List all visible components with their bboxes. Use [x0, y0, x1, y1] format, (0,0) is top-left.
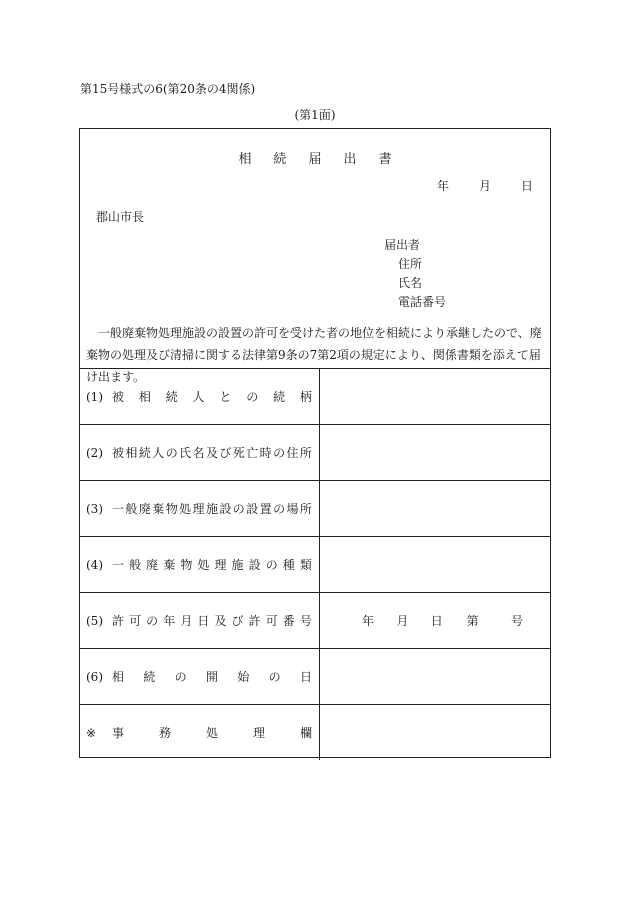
label-char: 柄: [299, 390, 312, 404]
label-char: 棄: [163, 558, 176, 572]
label-char: 人: [152, 446, 165, 460]
relationship-field[interactable]: [319, 369, 551, 424]
label-char: 番: [282, 614, 295, 628]
date-month: 月: [478, 179, 491, 193]
row-label: [112, 668, 312, 685]
label-char: 月: [180, 614, 193, 628]
label-char: 施: [205, 502, 218, 516]
row-label: [112, 724, 312, 741]
label-char: 続: [138, 446, 151, 460]
label-char: 日: [299, 670, 312, 684]
label-char: 人: [192, 390, 205, 404]
form-number: 第15号様式の6(第20条の4関係): [80, 82, 256, 96]
label-char: 設: [246, 502, 259, 516]
date-line: [437, 177, 533, 194]
label-char: 一: [112, 558, 125, 572]
label-char: の: [273, 446, 286, 460]
label-char: の: [273, 502, 286, 516]
label-char: 事: [112, 726, 125, 740]
label-char: 処: [197, 558, 210, 572]
label-char: 号: [299, 614, 312, 628]
label-char: 設: [248, 558, 261, 572]
notifier-name-label: 氏名: [398, 276, 423, 290]
label-char: 死: [232, 446, 245, 460]
body-paragraph: 一般廃棄物処理施設の設置の許可を受けた者の地位を相続により承継したので、廃棄物の処理及び清掃に関する法律第9条の7第2項の規定により、関係書類を添えて届け出ます。: [86, 326, 542, 384]
label-char: 理: [252, 726, 265, 740]
row-facility-type: [79, 536, 551, 592]
label-char: 一: [112, 502, 125, 516]
label-char: 許: [248, 614, 261, 628]
date-year: 年: [436, 179, 449, 193]
label-char: 処: [205, 726, 218, 740]
label-char: 可: [129, 614, 142, 628]
label-char: び: [219, 446, 232, 460]
label-char: 続: [143, 670, 156, 684]
label-char: 時: [259, 446, 272, 460]
label-char: 被: [112, 390, 125, 404]
face-label: (第1面): [294, 108, 336, 122]
label-char: 相: [138, 390, 151, 404]
label-char: 般: [125, 502, 138, 516]
notifier-block: [384, 236, 446, 312]
permit-year: 年: [362, 614, 375, 628]
row-label: [112, 500, 312, 517]
row-inheritance-date: [79, 648, 551, 704]
label-char: の: [268, 670, 281, 684]
permit-number: 号: [510, 614, 523, 628]
office-use-field: [319, 705, 551, 760]
label-char: 所: [299, 446, 312, 460]
row-number: (2): [86, 445, 103, 460]
label-char: 場: [286, 502, 299, 516]
label-char: 名: [192, 446, 205, 460]
label-char: と: [219, 390, 232, 404]
addressee: 郡山市長: [96, 210, 145, 224]
label-char: の: [174, 670, 187, 684]
label-char: 理: [214, 558, 227, 572]
label-char: の: [265, 558, 278, 572]
label-char: 種: [282, 558, 295, 572]
label-char: 類: [299, 558, 312, 572]
notifier-heading: 届出者: [384, 238, 421, 252]
label-char: 住: [286, 446, 299, 460]
row-office-use: [79, 704, 551, 760]
label-char: 処: [179, 502, 192, 516]
notifier-phone-label: 電話番号: [398, 295, 447, 309]
row-label: [112, 388, 312, 405]
label-char: 欄: [299, 726, 312, 740]
label-char: 開: [205, 670, 218, 684]
label-char: の: [246, 390, 259, 404]
row-number: (3): [86, 501, 103, 516]
label-char: 理: [192, 502, 205, 516]
inheritance-date-field[interactable]: [319, 649, 551, 704]
label-char: 物: [180, 558, 193, 572]
label-char: 被: [112, 446, 125, 460]
notifier-address-label: 住所: [398, 257, 423, 271]
permit-field[interactable]: [319, 593, 551, 648]
form-rows: [79, 368, 551, 760]
label-char: 氏: [179, 446, 192, 460]
label-char: 所: [299, 502, 312, 516]
decedent-field[interactable]: [319, 425, 551, 480]
form-frame: [79, 128, 551, 758]
label-char: 務: [158, 726, 171, 740]
label-char: 及: [205, 446, 218, 460]
permit-month: 月: [396, 614, 409, 628]
row-number: (6): [86, 669, 103, 684]
facility-type-field[interactable]: [319, 537, 551, 592]
row-number: (1): [86, 389, 103, 404]
row-facility-location: [79, 480, 551, 536]
label-char: 可: [265, 614, 278, 628]
label-char: 始: [237, 670, 250, 684]
label-char: 般: [129, 558, 142, 572]
row-permit: [79, 592, 551, 648]
row-relationship: [79, 368, 551, 424]
label-char: 続: [273, 390, 286, 404]
label-char: 許: [112, 614, 125, 628]
label-char: 棄: [152, 502, 165, 516]
label-char: 廃: [138, 502, 151, 516]
row-number: (4): [86, 557, 103, 572]
facility-location-field[interactable]: [319, 481, 551, 536]
row-number: ※: [86, 725, 97, 740]
label-char: 相: [125, 446, 138, 460]
label-char: 設: [219, 502, 232, 516]
label-char: 及: [214, 614, 227, 628]
label-char: 置: [259, 502, 272, 516]
form-title: 相続届出書: [238, 152, 414, 167]
permit-day-no: 日 第: [430, 614, 489, 628]
label-char: 廃: [146, 558, 159, 572]
row-number: (5): [86, 613, 103, 628]
label-char: の: [165, 446, 178, 460]
label-char: 続: [165, 390, 178, 404]
label-char: 相: [112, 670, 125, 684]
label-char: 亡: [246, 446, 259, 460]
label-char: の: [232, 502, 245, 516]
row-label: [112, 612, 312, 629]
label-char: 年: [163, 614, 176, 628]
row-label: [112, 556, 312, 573]
label-char: の: [146, 614, 159, 628]
label-char: 施: [231, 558, 244, 572]
row-decedent: [79, 424, 551, 480]
label-char: 物: [165, 502, 178, 516]
row-label: [112, 444, 312, 461]
date-day: 日: [520, 179, 533, 193]
label-char: び: [231, 614, 244, 628]
label-char: 日: [197, 614, 210, 628]
